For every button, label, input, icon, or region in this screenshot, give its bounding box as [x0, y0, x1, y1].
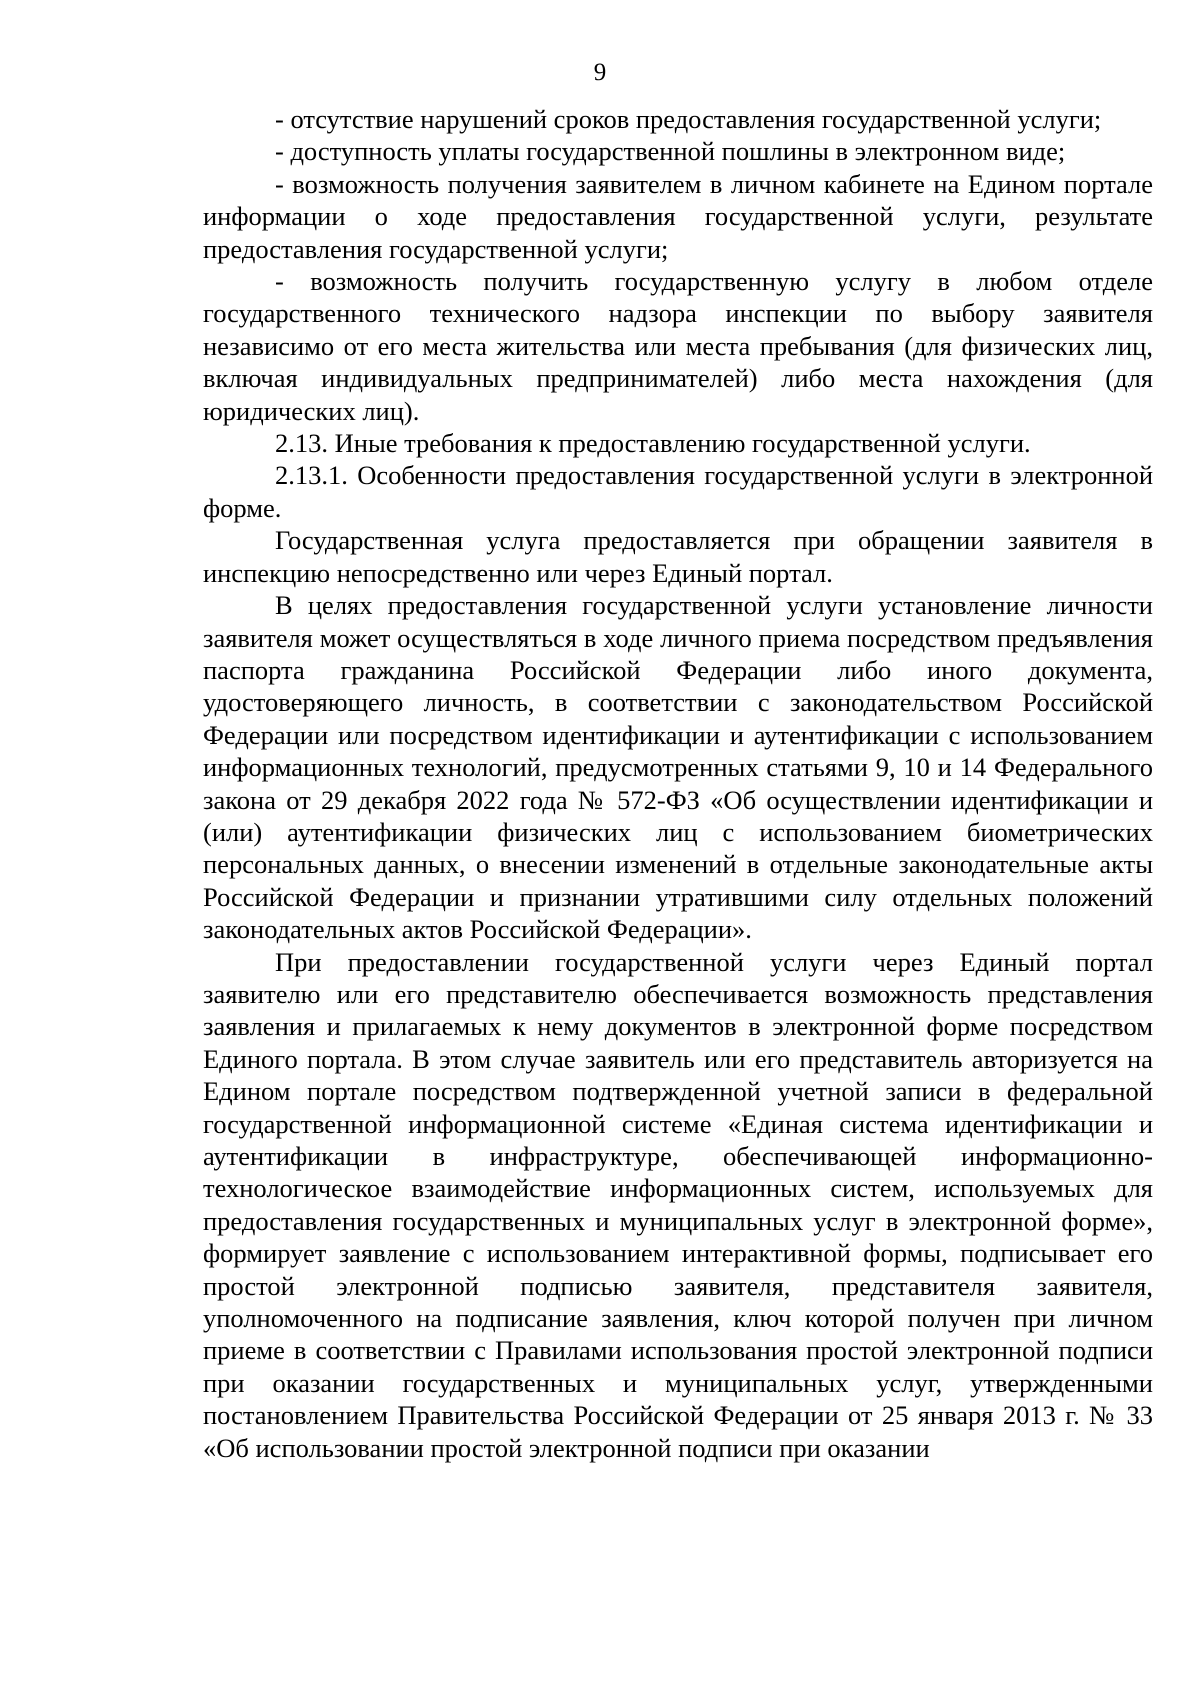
paragraph-service-provision: Государственная услуга предоставляется при обращении заявителя в инспекцию непосредственно или через Единый портал.: [203, 525, 1153, 588]
paragraph-section-2-13: 2.13. Иные требования к предоставлению государственной услуги.: [275, 428, 1031, 459]
paragraph-unified-portal-submission: При предоставлении государственной услуги через Единый портал заявителю или его представителю обеспечивается возможность представления заявления и прилагаемых к нему документов в электронной форме посредством Единого портала. В этом случае заявитель или его представитель авторизуется на Едином портале посредством подтвержденной учетной записи в федеральной государственной информационной системе «Единая система идентификации и аутентификации в инфраструктуре, обеспечивающей информационно-технологическое взаимодействие информационных систем, используемых для предоставления государственных и муниципальных услуг в электронной форме», формирует заявление с использованием интерактивной формы, подписывает его простой электронной подписью заявителя, представителя заявителя, уполномоченного на подписание заявления, ключ которой получен при личном приеме в соответствии с Правилами использования простой электронной подписи при оказании государственных и муниципальных услуг, утвержденными постановлением Правительства Российской Федерации от 25 января 2013 г. № 33 «Об использовании простой электронной подписи при оказании: [203, 946, 1153, 1463]
paragraph-no-deadline-violations: - отсутствие нарушений сроков предоставления государственной услуги;: [275, 104, 1102, 134]
paragraph-electronic-fee-payment: - доступность уплаты государственной пошлины в электронном виде;: [275, 136, 1066, 167]
paragraph-any-department: - возможность получить государственную услугу в любом отделе государственного технического надзора инспекции по выбору заявителя независимо от его места жительства или места пребывания (для физических лиц, включая индивидуальных предпринимателей) либо места нахождения (для юридических лиц).: [203, 266, 1153, 426]
paragraph-identity-verification: В целях предоставления государственной услуги установление личности заявителя может осуществляться в ходе личного приема посредством предъявления паспорта гражданина Российской Федерации либо иного документа, удостоверяющего личность, в соответствии с законодательством Российской Федерации или посредством идентификации и аутентификации с использованием информационных технологий, предусмотренных статьями 9, 10 и 14 Федерального закона от 29 декабря 2022 года № 572-ФЗ «Об осуществлении идентификации и (или) аутентификации физических лиц с использованием биометрических персональных данных, о внесении изменений в отдельные законодательные акты Российской Федерации и признании утратившими силу отдельных положений законодательных актов Российской Федерации».: [203, 590, 1153, 945]
page-number: 9: [593, 59, 607, 86]
paragraph-section-2-13-1: 2.13.1. Особенности предоставления государственной услуги в электронной форме.: [203, 460, 1153, 523]
document-body: [203, 103, 1153, 1464]
paragraph-personal-cabinet-info: - возможность получения заявителем в личном кабинете на Едином портале информации о ходе предоставления государственной услуги, результате предоставления государственной услуги;: [203, 168, 1153, 264]
